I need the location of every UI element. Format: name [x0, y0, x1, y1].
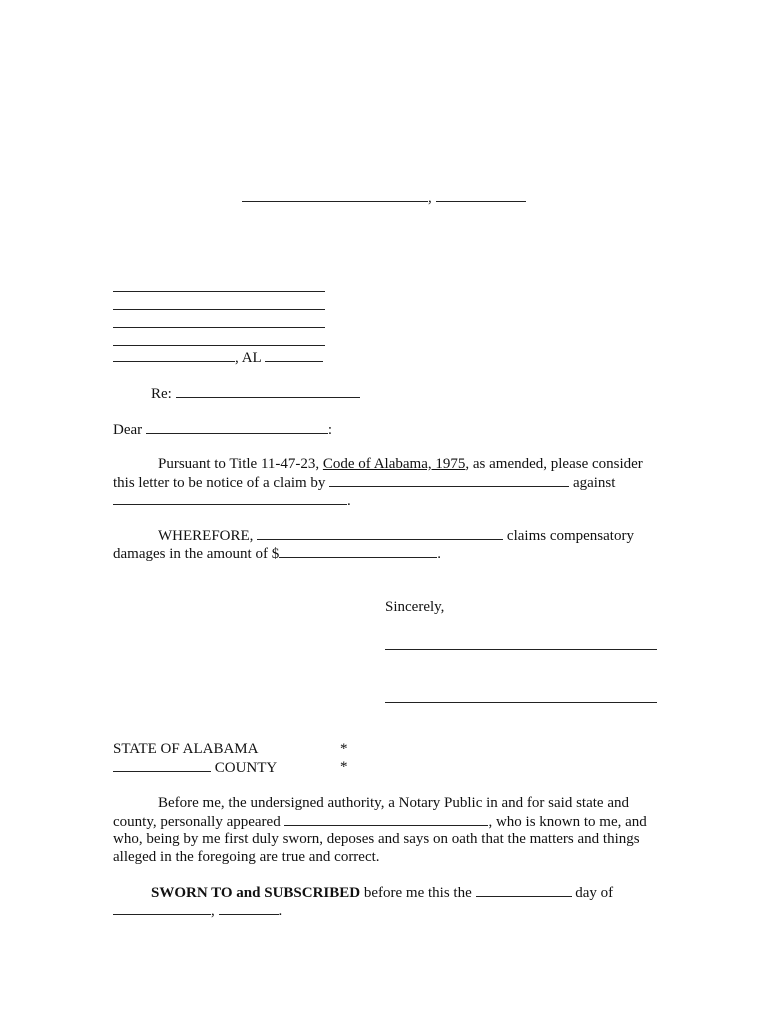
- sworn-bold-text: SWORN TO and SUBSCRIBED: [151, 885, 361, 901]
- wherefore-word: WHEREFORE,: [158, 528, 254, 544]
- para1-line1: [158, 455, 643, 473]
- notary-known-text: , who is known to me, and: [488, 814, 647, 830]
- address-line-3[interactable]: [113, 327, 325, 328]
- sworn-line1: [151, 883, 613, 902]
- sworn-comma: ,: [211, 903, 215, 919]
- salutation-blank[interactable]: [146, 420, 328, 434]
- para1-line3: [113, 491, 351, 510]
- venue-asterisk-2: *: [340, 759, 348, 775]
- date-comma: ,: [428, 190, 432, 206]
- date-line: [242, 188, 526, 207]
- para2-line1: [158, 526, 634, 545]
- venue-county-line: [113, 758, 277, 777]
- sworn-period: .: [278, 903, 283, 919]
- closing: Sincerely,: [385, 599, 445, 615]
- re-label: Re:: [151, 386, 172, 402]
- para1-line2: [113, 473, 615, 492]
- city-blank[interactable]: [113, 348, 235, 362]
- para1-claim-by: this letter to be notice of a claim by: [113, 475, 326, 491]
- para2-claims-text: claims compensatory: [506, 528, 634, 544]
- address-line-2[interactable]: [113, 309, 325, 310]
- notary-appeared-text: county, personally appeared: [113, 814, 281, 830]
- notary-line2: [113, 812, 647, 831]
- sworn-line2: [113, 901, 282, 920]
- para2-line2: [113, 544, 441, 563]
- para1-text-end: , as amended, please consider: [465, 456, 643, 472]
- date-blank-month-day[interactable]: [242, 188, 428, 202]
- venue-state: STATE OF ALABAMA: [113, 741, 259, 757]
- county-label: COUNTY: [214, 760, 278, 776]
- venue-asterisk-1: *: [340, 741, 348, 757]
- re-blank[interactable]: [176, 384, 360, 398]
- code-reference: Code of Alabama, 1975: [322, 456, 466, 472]
- wherefore-blank[interactable]: [257, 526, 503, 540]
- address-line-1[interactable]: [113, 291, 325, 292]
- para1-text-start: Pursuant to Title 11-47-23,: [158, 456, 320, 472]
- salutation-colon: :: [327, 422, 333, 438]
- notary-line3: who, being by me first duly sworn, deposes and says on oath that the matters and things: [113, 831, 640, 847]
- zip-blank[interactable]: [265, 348, 323, 362]
- address-city-line: , AL: [113, 348, 323, 367]
- affiant-blank[interactable]: [284, 812, 488, 826]
- year-blank[interactable]: [219, 901, 279, 915]
- para2-amount-label: damages in the amount of $: [113, 546, 280, 562]
- para1-against: against: [572, 475, 616, 491]
- signature-line-2[interactable]: [385, 702, 657, 703]
- notary-line1: Before me, the undersigned authority, a Notary Public in and for said state and: [158, 795, 629, 811]
- month-blank[interactable]: [113, 901, 211, 915]
- state-abbrev: AL: [241, 350, 262, 366]
- re-line: [151, 384, 360, 403]
- address-line-4[interactable]: [113, 345, 325, 346]
- county-blank[interactable]: [113, 758, 211, 772]
- para2-period: .: [437, 546, 441, 562]
- sworn-day-of: day of: [575, 885, 614, 901]
- salutation-word: Dear: [113, 422, 143, 438]
- amount-blank[interactable]: [279, 544, 437, 558]
- salutation: [113, 420, 332, 439]
- day-blank[interactable]: [476, 883, 572, 897]
- notary-line4: alleged in the foregoing are true and correct.: [113, 849, 380, 865]
- signature-line-1[interactable]: [385, 649, 657, 650]
- claimant-blank[interactable]: [329, 473, 569, 487]
- date-blank-year[interactable]: [436, 188, 526, 202]
- para1-period: .: [347, 493, 351, 509]
- sworn-before-me: before me this the: [363, 885, 472, 901]
- respondent-blank[interactable]: [113, 491, 347, 505]
